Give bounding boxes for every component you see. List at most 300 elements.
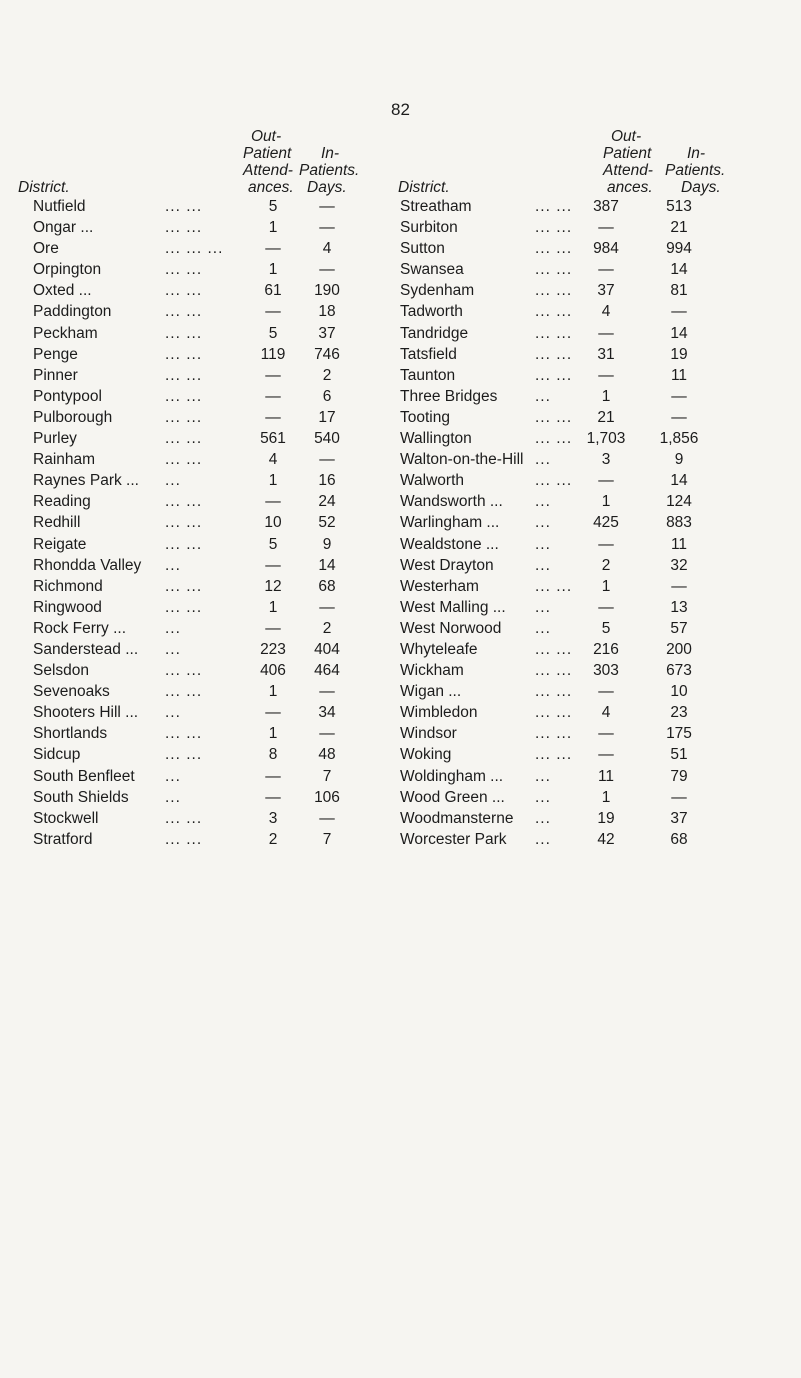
in-patients-header-line3: Days. — [681, 179, 721, 196]
out-patient-attendances: — — [265, 408, 281, 426]
out-patient-attendances: 984 — [593, 240, 619, 258]
table-row — [400, 660, 785, 681]
table-row — [400, 829, 785, 850]
out-patient-attendances: 4 — [601, 303, 611, 321]
out-patient-attendances: 1 — [268, 472, 278, 490]
out-patient-attendances: — — [265, 619, 281, 637]
in-patient-days: 540 — [314, 430, 340, 448]
table-row — [33, 407, 377, 428]
district-name: West Norwood — [400, 619, 502, 637]
district-name: Stockwell — [33, 809, 99, 827]
table-row — [33, 808, 377, 829]
district-name: Wandsworth ... — [400, 493, 503, 511]
out-patient-header-line4: ances. — [607, 179, 653, 196]
district-name: Nutfield — [33, 198, 86, 215]
in-patient-days: 1,856 — [659, 430, 699, 448]
table-row — [33, 428, 377, 449]
district-name: Pulborough — [33, 408, 113, 426]
in-patient-days: 9 — [322, 535, 332, 553]
leader-dots: ... ... — [535, 345, 573, 363]
leader-dots: ... — [165, 556, 181, 574]
out-patient-attendances: 119 — [260, 345, 286, 363]
out-patient-header-line2: Patient — [243, 145, 292, 162]
district-name: Ore — [33, 240, 59, 258]
out-patient-attendances: — — [265, 303, 281, 321]
leader-dots: ... ... — [165, 577, 203, 595]
out-patient-attendances: — — [265, 704, 281, 722]
in-patient-days: 21 — [670, 219, 688, 237]
in-patient-days: 2 — [322, 366, 332, 384]
leader-dots: ... ... — [165, 683, 203, 701]
leader-dots: ... — [535, 788, 551, 806]
in-patient-days: 7 — [322, 830, 332, 848]
in-patient-days: 48 — [318, 746, 336, 764]
district-name: Rainham — [33, 451, 96, 469]
out-patient-attendances: — — [265, 366, 281, 384]
district-name: West Malling ... — [400, 598, 506, 616]
leader-dots: ... — [535, 598, 551, 616]
table-row — [33, 365, 377, 386]
table-row — [400, 196, 785, 217]
district-name: Wood Green ... — [400, 788, 505, 806]
in-patient-days: 17 — [318, 408, 336, 426]
right-table-body — [400, 196, 785, 850]
in-patient-days: 37 — [670, 809, 688, 827]
district-name: Peckham — [33, 324, 98, 342]
table-row — [400, 639, 785, 660]
leader-dots: ... ... — [535, 430, 573, 448]
leader-dots: ... ... — [535, 282, 573, 300]
in-patient-days: 10 — [670, 683, 688, 701]
out-patient-attendances: — — [265, 556, 281, 574]
district-name: Windsor — [400, 725, 457, 743]
out-patient-attendances: 1 — [601, 387, 611, 405]
leader-dots: ... ... — [165, 387, 203, 405]
out-patient-attendances: 3 — [601, 451, 611, 469]
district-name: South Benfleet — [33, 767, 135, 785]
leader-dots: ... — [535, 451, 551, 469]
out-patient-attendances: 19 — [597, 809, 615, 827]
leader-dots: ... ... — [535, 683, 573, 701]
table-row — [400, 386, 785, 407]
district-name: Whyteleafe — [400, 640, 478, 658]
in-patient-days: 200 — [666, 640, 692, 658]
out-patient-header-line3: Attend- — [243, 162, 293, 179]
in-patient-days: 68 — [670, 830, 688, 848]
district-name: Rhondda Valley — [33, 556, 142, 574]
out-patient-attendances: 37 — [597, 282, 615, 300]
in-patient-days: — — [671, 387, 687, 405]
leader-dots: ... ... — [535, 261, 573, 279]
in-patient-days: 106 — [314, 788, 340, 806]
district-name: Sutton — [400, 240, 445, 258]
right-table — [398, 128, 785, 850]
in-patient-days: 14 — [670, 472, 688, 490]
page-number: 82 — [391, 100, 410, 119]
table-row — [400, 407, 785, 428]
leader-dots: ... ... — [165, 598, 203, 616]
district-name: Tandridge — [400, 324, 469, 342]
in-patient-days: 7 — [322, 767, 332, 785]
in-patient-days: 68 — [318, 577, 336, 595]
leader-dots: ... ... — [165, 809, 203, 827]
table-row — [400, 491, 785, 512]
district-name: Pinner — [33, 366, 78, 384]
leader-dots: ... ... — [165, 261, 203, 279]
out-patient-attendances: — — [265, 788, 281, 806]
table-row — [400, 365, 785, 386]
leader-dots: ... ... — [165, 746, 203, 764]
out-patient-header-line3: Attend- — [603, 162, 653, 179]
table-row — [400, 744, 785, 765]
leader-dots: ... ... — [535, 577, 573, 595]
table-row — [33, 576, 377, 597]
leader-dots: ... ... ... — [165, 240, 224, 258]
table-row — [400, 555, 785, 576]
out-patient-attendances: — — [598, 472, 614, 490]
in-patient-days: 18 — [318, 303, 336, 321]
district-name: Tooting — [400, 408, 450, 426]
district-name: Shooters Hill ... — [33, 704, 139, 722]
in-patient-days: 464 — [314, 662, 340, 680]
out-patient-attendances: 5 — [601, 619, 611, 637]
left-table-header — [18, 128, 377, 196]
in-patient-days: 14 — [670, 324, 688, 342]
out-patient-attendances: 61 — [264, 282, 282, 300]
leader-dots: ... ... — [535, 324, 573, 342]
table-row — [400, 576, 785, 597]
table-row — [33, 323, 377, 344]
district-name: Orpington — [33, 261, 102, 279]
table-row — [400, 470, 785, 491]
in-patients-header-line3: Days. — [307, 179, 347, 196]
left-table-body — [33, 196, 377, 850]
table-row — [33, 534, 377, 555]
district-name: Woodmansterne — [400, 809, 514, 827]
leader-dots: ... ... — [535, 408, 573, 426]
in-patient-days: — — [671, 408, 687, 426]
in-patient-days: 81 — [670, 282, 688, 300]
district-name: Reigate — [33, 535, 87, 553]
leader-dots: ... — [535, 556, 551, 574]
table-row — [33, 829, 377, 850]
leader-dots: ... ... — [165, 493, 203, 511]
in-patients-header-line1: In- — [687, 145, 706, 162]
district-name: Pontypool — [33, 387, 102, 405]
in-patient-days: 2 — [322, 619, 332, 637]
in-patient-days: — — [319, 219, 335, 237]
out-patient-attendances: — — [598, 219, 614, 237]
table-row — [400, 512, 785, 533]
leader-dots: ... ... — [165, 535, 203, 553]
out-patient-attendances: 1 — [268, 261, 278, 279]
district-name: Sanderstead ... — [33, 640, 139, 658]
out-patient-attendances: 31 — [597, 345, 615, 363]
out-patient-attendances: — — [598, 366, 614, 384]
in-patient-days: 6 — [322, 387, 332, 405]
out-patient-attendances: 10 — [264, 514, 282, 532]
table-row — [400, 766, 785, 787]
in-patient-days: — — [319, 683, 335, 701]
table-row — [400, 723, 785, 744]
leader-dots: ... — [165, 788, 181, 806]
leader-dots: ... — [165, 619, 181, 637]
out-patient-attendances: 406 — [260, 662, 286, 680]
in-patient-days: 57 — [670, 619, 688, 637]
table-row — [33, 280, 377, 301]
leader-dots: ... ... — [165, 830, 203, 848]
in-patient-days: 24 — [318, 493, 336, 511]
table-row — [33, 259, 377, 280]
out-patient-attendances: 1,703 — [586, 430, 626, 448]
district-header: District. — [18, 179, 70, 196]
district-name: Ongar ... — [33, 219, 94, 237]
table-row — [400, 259, 785, 280]
table-row — [33, 702, 377, 723]
district-name: Sevenoaks — [33, 683, 110, 701]
out-patient-attendances: 2 — [268, 830, 278, 848]
out-patient-attendances: 42 — [597, 830, 615, 848]
district-name: West Drayton — [400, 556, 494, 574]
leader-dots: ... ... — [535, 746, 573, 764]
in-patient-days: 190 — [314, 282, 340, 300]
district-name: Wealdstone ... — [400, 535, 499, 553]
in-patient-days: 746 — [314, 345, 340, 363]
out-patient-attendances: 303 — [593, 662, 619, 680]
leader-dots: ... — [535, 809, 551, 827]
in-patient-days: 37 — [318, 324, 336, 342]
leader-dots: ... — [165, 704, 181, 722]
table-row — [400, 323, 785, 344]
district-name: Taunton — [400, 366, 456, 384]
out-patient-attendances: 2 — [601, 556, 611, 574]
district-name: Richmond — [33, 577, 103, 595]
district-name: Paddington — [33, 303, 112, 321]
out-patient-attendances: 1 — [601, 493, 611, 511]
leader-dots: ... ... — [165, 430, 203, 448]
in-patient-days: 4 — [322, 240, 332, 258]
district-name: Purley — [33, 430, 77, 448]
leader-dots: ... ... — [535, 472, 573, 490]
right-table-header — [398, 128, 785, 196]
leader-dots: ... ... — [165, 345, 203, 363]
leader-dots: ... — [165, 640, 181, 658]
in-patient-days: 124 — [666, 493, 692, 511]
out-patient-attendances: — — [598, 598, 614, 616]
district-name: Three Bridges — [400, 387, 498, 405]
district-name: Surbiton — [400, 219, 458, 237]
out-patient-attendances: 3 — [268, 809, 278, 827]
leader-dots: ... ... — [535, 198, 573, 215]
in-patient-days: — — [319, 725, 335, 743]
leader-dots: ... ... — [165, 408, 203, 426]
in-patient-days: 13 — [670, 598, 688, 616]
leader-dots: ... ... — [165, 282, 203, 300]
in-patients-header-line2: Patients. — [299, 162, 360, 179]
in-patient-days: 404 — [314, 640, 340, 658]
leader-dots: ... — [535, 514, 551, 532]
out-patient-attendances: 4 — [601, 704, 611, 722]
table-row — [33, 238, 377, 259]
table-row — [400, 787, 785, 808]
district-name: Ringwood — [33, 598, 102, 616]
out-patient-attendances: 1 — [268, 725, 278, 743]
leader-dots: ... — [535, 387, 551, 405]
leader-dots: ... ... — [535, 303, 573, 321]
table-row — [33, 744, 377, 765]
out-patient-attendances: 561 — [260, 430, 286, 448]
district-name: Woldingham ... — [400, 767, 504, 785]
district-name: Tadworth — [400, 303, 463, 321]
table-row — [400, 301, 785, 322]
table-row — [400, 449, 785, 470]
out-patient-header-line2: Patient — [603, 145, 652, 162]
district-name: Tatsfield — [400, 345, 457, 363]
district-name: Walton-on-the-Hill — [400, 451, 524, 469]
out-patient-attendances: — — [265, 387, 281, 405]
leader-dots: ... — [535, 535, 551, 553]
out-patient-attendances: 216 — [593, 640, 619, 658]
leader-dots: ... ... — [165, 451, 203, 469]
out-patient-attendances: — — [598, 683, 614, 701]
leader-dots: ... — [535, 619, 551, 637]
district-name: Penge — [33, 345, 78, 363]
table-row — [400, 702, 785, 723]
in-patient-days: — — [671, 788, 687, 806]
table-row — [33, 660, 377, 681]
in-patient-days: — — [319, 598, 335, 616]
in-patient-days: — — [319, 451, 335, 469]
district-name: Wimbledon — [400, 704, 478, 722]
table-row — [400, 280, 785, 301]
table-row — [33, 723, 377, 744]
leader-dots: ... ... — [165, 303, 203, 321]
table-row — [400, 597, 785, 618]
table-row — [33, 555, 377, 576]
leader-dots: ... ... — [165, 324, 203, 342]
table-row — [33, 512, 377, 533]
leader-dots: ... — [535, 493, 551, 511]
in-patient-days: 79 — [670, 767, 688, 785]
out-patient-attendances: — — [598, 535, 614, 553]
in-patient-days: 34 — [318, 704, 336, 722]
district-name: Walworth — [400, 472, 465, 490]
in-patient-days: 883 — [666, 514, 692, 532]
out-patient-attendances: 1 — [601, 577, 611, 595]
leader-dots: ... ... — [535, 704, 573, 722]
out-patient-attendances: 11 — [597, 767, 615, 785]
district-name: Raynes Park ... — [33, 472, 139, 490]
in-patient-days: 513 — [666, 198, 692, 215]
leader-dots: ... — [165, 767, 181, 785]
leader-dots: ... ... — [165, 366, 203, 384]
leader-dots: ... ... — [535, 662, 573, 680]
leader-dots: ... ... — [165, 514, 203, 532]
table-row — [400, 534, 785, 555]
district-name: Sidcup — [33, 746, 81, 764]
out-patient-attendances: 4 — [268, 451, 278, 469]
district-name: Swansea — [400, 261, 464, 279]
leader-dots: ... ... — [535, 219, 573, 237]
out-patient-attendances: — — [265, 240, 281, 258]
table-row — [33, 766, 377, 787]
out-patient-attendances: 1 — [601, 788, 611, 806]
in-patient-days: 14 — [318, 556, 336, 574]
out-patient-attendances: — — [598, 261, 614, 279]
in-patient-days: 52 — [318, 514, 336, 532]
out-patient-header-line4: ances. — [248, 179, 294, 196]
leader-dots: ... — [165, 472, 181, 490]
in-patient-days: 16 — [318, 472, 336, 490]
in-patient-days: 11 — [670, 535, 688, 553]
district-name: Wallington — [400, 430, 472, 448]
in-patient-days: 23 — [670, 704, 688, 722]
out-patient-attendances: 1 — [268, 598, 278, 616]
leader-dots: ... ... — [535, 640, 573, 658]
table-row — [33, 787, 377, 808]
table-row — [400, 618, 785, 639]
out-patient-attendances: 12 — [264, 577, 282, 595]
district-name: Wigan ... — [400, 683, 462, 701]
leader-dots: ... ... — [165, 662, 203, 680]
leader-dots: ... ... — [535, 240, 573, 258]
in-patient-days: 32 — [670, 556, 688, 574]
in-patient-days: 994 — [666, 240, 692, 258]
district-name: Redhill — [33, 514, 81, 532]
table-row — [33, 470, 377, 491]
out-patient-attendances: 387 — [593, 198, 619, 215]
table-row — [400, 428, 785, 449]
district-name: Stratford — [33, 830, 93, 848]
table-row — [400, 217, 785, 238]
out-patient-attendances: — — [265, 767, 281, 785]
out-patient-attendances: 223 — [260, 640, 286, 658]
district-name: Reading — [33, 493, 91, 511]
district-name: Rock Ferry ... — [33, 619, 127, 637]
table-row — [400, 344, 785, 365]
in-patient-days: — — [319, 809, 335, 827]
table-row — [400, 238, 785, 259]
leader-dots: ... — [535, 830, 551, 848]
leader-dots: ... ... — [165, 725, 203, 743]
table-row — [33, 681, 377, 702]
table-row — [33, 386, 377, 407]
out-patient-attendances: 8 — [268, 746, 278, 764]
out-patient-attendances: — — [598, 746, 614, 764]
leader-dots: ... ... — [165, 198, 203, 215]
table-row — [33, 449, 377, 470]
out-patient-header-line1: Out- — [611, 128, 642, 145]
in-patient-days: 19 — [670, 345, 688, 363]
table-row — [33, 491, 377, 512]
table-row — [33, 618, 377, 639]
out-patient-attendances: 5 — [268, 324, 278, 342]
out-patient-attendances: — — [598, 725, 614, 743]
out-patient-attendances: — — [265, 493, 281, 511]
district-name: South Shields — [33, 788, 129, 806]
district-name: Oxted ... — [33, 282, 92, 300]
out-patient-header-line1: Out- — [251, 128, 282, 145]
out-patient-attendances: 1 — [268, 219, 278, 237]
table-row — [33, 196, 377, 217]
table-row — [33, 217, 377, 238]
leader-dots: ... ... — [535, 725, 573, 743]
out-patient-attendances: 21 — [597, 408, 615, 426]
leader-dots: ... ... — [535, 366, 573, 384]
leader-dots: ... — [535, 767, 551, 785]
district-header: District. — [398, 179, 450, 196]
out-patient-attendances: 1 — [268, 683, 278, 701]
